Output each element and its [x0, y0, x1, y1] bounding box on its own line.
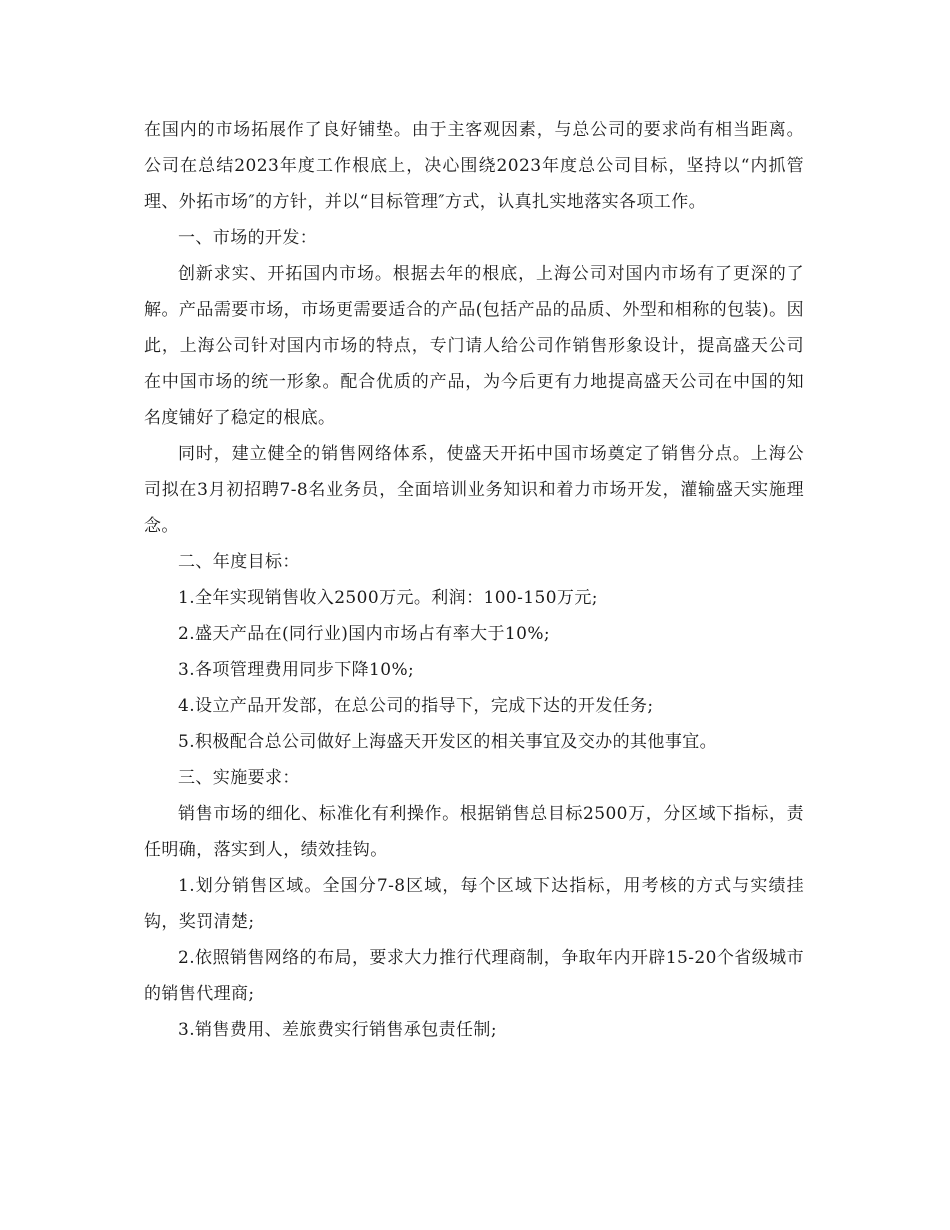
requirement-item-1: 1.划分销售区域。全国分7-8区域，每个区域下达指标，用考核的方式与实绩挂钩，奖罚清楚; [144, 876, 804, 932]
paragraph-market-innovation: 创新求实、开拓国内市场。根据去年的根底，上海公司对国内市场有了更深的了解。产品需要市场，市场更需要适合的产品(包括产品的品质、外型和相称的包装)。因此，上海公司针对国内市场的特点，专门请人给公司作销售形象设计，提高盛天公司在中国市场的统一形象。配合优质的产品，为今后更有力地提高盛天公司在中国的知名度铺好了稳定的根底。 [144, 264, 804, 428]
paragraph-sales-refinement: 销售市场的细化、标准化有利操作。根据销售总目标2500万，分区域下指标，责任明确，落实到人，绩效挂钩。 [144, 804, 804, 860]
goal-item-4: 4.设立产品开发部，在总公司的指导下，完成下达的开发任务; [178, 696, 654, 716]
goal-item-2: 2.盛天产品在(同行业)国内市场占有率大于10%; [178, 624, 550, 644]
goal-item-1: 1.全年实现销售收入2500万元。利润：100-150万元; [178, 588, 598, 608]
paragraph-sales-network: 同时，建立健全的销售网络体系，使盛天开拓中国市场奠定了销售分点。上海公司拟在3月初招聘7-8名业务员，全面培训业务知识和着力市场开发，灌输盛天实施理念。 [144, 444, 804, 536]
section-heading-implementation: 三、实施要求： [178, 768, 300, 788]
section-heading-annual-goals: 二、年度目标： [178, 552, 300, 572]
document-body [144, 112, 804, 1048]
goal-item-3: 3.各项管理费用同步下降10%; [178, 660, 415, 680]
section-heading-market-development: 一、市场的开发： [178, 228, 318, 248]
requirement-item-3: 3.销售费用、差旅费实行销售承包责任制; [178, 1020, 497, 1040]
goal-item-5: 5.积极配合总公司做好上海盛天开发区的相关事宜及交办的其他事宜。 [178, 732, 718, 752]
paragraph-continuation: 在国内的市场拓展作了良好铺垫。由于主客观因素，与总公司的要求尚有相当距离。公司在总结2023年度工作根底上，决心围绕2023年度总公司目标，坚持以“内抓管理、外拓市场″的方针，并以“目标管理″方式，认真扎实地落实各项工作。 [144, 120, 804, 212]
requirement-item-2: 2.依照销售网络的布局，要求大力推行代理商制，争取年内开辟15-20个省级城市的销售代理商; [144, 948, 804, 1004]
